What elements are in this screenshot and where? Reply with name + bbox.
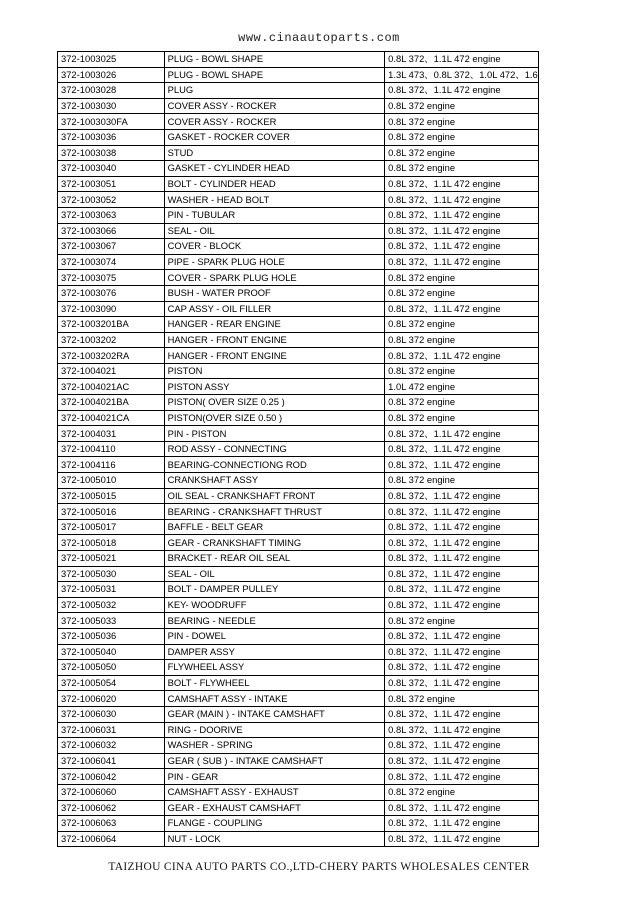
application-cell: 0.8L 372、1.1L 472 engine <box>385 301 539 317</box>
part-number-cell: 372-1004031 <box>58 426 165 442</box>
application-cell: 0.8L 372 engine <box>385 270 539 286</box>
table-row <box>58 535 539 551</box>
table-row <box>58 270 539 286</box>
description-cell: PIN - PISTON <box>164 426 385 442</box>
table-row <box>58 207 539 223</box>
part-number-cell: 372-1006030 <box>58 706 165 722</box>
table-row <box>58 395 539 411</box>
application-cell: 0.8L 372 engine <box>385 363 539 379</box>
part-number-cell: 372-1003074 <box>58 254 165 270</box>
part-number-cell: 372-1003052 <box>58 192 165 208</box>
application-cell: 0.8L 372 engine <box>385 473 539 489</box>
table-row <box>58 675 539 691</box>
application-cell: 0.8L 372、1.1L 472 engine <box>385 769 539 785</box>
application-cell: 0.8L 372、1.1L 472 engine <box>385 644 539 660</box>
description-cell: NUT - LOCK <box>164 831 385 847</box>
description-cell: GASKET - ROCKER COVER <box>164 129 385 145</box>
description-cell: CAMSHAFT ASSY - EXHAUST <box>164 784 385 800</box>
description-cell: WASHER - HEAD BOLT <box>164 192 385 208</box>
part-number-cell: 372-1005031 <box>58 582 165 598</box>
table-row <box>58 410 539 426</box>
application-cell: 0.8L 372 engine <box>385 613 539 629</box>
description-cell: CRANKSHAFT ASSY <box>164 473 385 489</box>
part-number-cell: 372-1003040 <box>58 161 165 177</box>
description-cell: CAMSHAFT ASSY - INTAKE <box>164 691 385 707</box>
description-cell: DAMPER ASSY <box>164 644 385 660</box>
description-cell: PLUG <box>164 83 385 99</box>
part-number-cell: 372-1003038 <box>58 145 165 161</box>
description-cell: BEARING - NEEDLE <box>164 613 385 629</box>
description-cell: SEAL - OIL <box>164 566 385 582</box>
company-footer: TAIZHOU CINA AUTO PARTS CO.,LTD-CHERY PARTS WHOLESALES CENTER <box>108 861 530 873</box>
part-number-cell: 372-1003063 <box>58 207 165 223</box>
application-cell: 0.8L 372 engine <box>385 145 539 161</box>
parts-table <box>57 51 539 847</box>
description-cell: PIN - GEAR <box>164 769 385 785</box>
application-cell: 0.8L 372 engine <box>385 114 539 130</box>
application-cell: 0.8L 372、1.1L 472 engine <box>385 83 539 99</box>
part-number-cell: 372-1004021 <box>58 363 165 379</box>
description-cell: BUSH - WATER PROOF <box>164 285 385 301</box>
table-row <box>58 301 539 317</box>
part-number-cell: 372-1003036 <box>58 129 165 145</box>
table-row <box>58 332 539 348</box>
description-cell: BOLT - FLYWHEEL <box>164 675 385 691</box>
part-number-cell: 372-1006063 <box>58 816 165 832</box>
application-cell: 0.8L 372、1.1L 472 engine <box>385 426 539 442</box>
application-cell: 0.8L 372、1.1L 472 engine <box>385 488 539 504</box>
parts-table-body <box>58 52 539 847</box>
part-number-cell: 372-1004021AC <box>58 379 165 395</box>
part-number-cell: 372-1003030 <box>58 98 165 114</box>
table-row <box>58 161 539 177</box>
application-cell: 0.8L 372、1.1L 472 engine <box>385 535 539 551</box>
part-number-cell: 372-1004021CA <box>58 410 165 426</box>
description-cell: SEAL - OIL <box>164 223 385 239</box>
table-row <box>58 722 539 738</box>
table-row <box>58 379 539 395</box>
part-number-cell: 372-1004116 <box>58 457 165 473</box>
application-cell: 0.8L 372 engine <box>385 784 539 800</box>
table-row <box>58 784 539 800</box>
table-row <box>58 738 539 754</box>
application-cell: 0.8L 372、1.1L 472 engine <box>385 706 539 722</box>
application-cell: 0.8L 372 engine <box>385 317 539 333</box>
description-cell: COVER ASSY - ROCKER <box>164 98 385 114</box>
description-cell: BEARING-CONNECTIONG ROD <box>164 457 385 473</box>
application-cell: 0.8L 372、1.1L 472 engine <box>385 254 539 270</box>
application-cell: 0.8L 372、1.1L 472 engine <box>385 192 539 208</box>
table-row <box>58 628 539 644</box>
description-cell: KEY- WOODRUFF <box>164 597 385 613</box>
application-cell: 0.8L 372、1.1L 472 engine <box>385 348 539 364</box>
table-row <box>58 691 539 707</box>
application-cell: 0.8L 372 engine <box>385 395 539 411</box>
table-row <box>58 769 539 785</box>
table-row <box>58 582 539 598</box>
application-cell: 0.8L 372 engine <box>385 410 539 426</box>
application-cell: 0.8L 372 engine <box>385 129 539 145</box>
description-cell: BEARING - CRANKSHAFT THRUST <box>164 504 385 520</box>
table-row <box>58 114 539 130</box>
table-row <box>58 597 539 613</box>
table-row <box>58 145 539 161</box>
application-cell: 0.8L 372、1.1L 472 engine <box>385 597 539 613</box>
table-row <box>58 192 539 208</box>
table-row <box>58 98 539 114</box>
part-number-cell: 372-1005017 <box>58 519 165 535</box>
part-number-cell: 372-1005050 <box>58 660 165 676</box>
description-cell: WASHER - SPRING <box>164 738 385 754</box>
application-cell: 0.8L 372、1.1L 472 engine <box>385 582 539 598</box>
description-cell: PISTON( OVER SIZE 0.25 ) <box>164 395 385 411</box>
application-cell: 0.8L 372、1.1L 472 engine <box>385 738 539 754</box>
application-cell: 0.8L 372 engine <box>385 285 539 301</box>
description-cell: RING - DOORIVE <box>164 722 385 738</box>
part-number-cell: 372-1005036 <box>58 628 165 644</box>
table-row <box>58 488 539 504</box>
part-number-cell: 372-1006064 <box>58 831 165 847</box>
part-number-cell: 372-1003067 <box>58 239 165 255</box>
part-number-cell: 372-1003090 <box>58 301 165 317</box>
application-cell: 0.8L 372、1.1L 472 engine <box>385 457 539 473</box>
part-number-cell: 372-1005010 <box>58 473 165 489</box>
description-cell: FLANGE - COUPLING <box>164 816 385 832</box>
application-cell: 0.8L 372 engine <box>385 332 539 348</box>
application-cell: 0.8L 372、1.1L 472 engine <box>385 551 539 567</box>
part-number-cell: 372-1006041 <box>58 753 165 769</box>
application-cell: 0.8L 372、1.1L 472 engine <box>385 722 539 738</box>
table-row <box>58 254 539 270</box>
table-row <box>58 363 539 379</box>
application-cell: 0.8L 372 engine <box>385 98 539 114</box>
description-cell: STUD <box>164 145 385 161</box>
table-row <box>58 551 539 567</box>
table-row <box>58 519 539 535</box>
application-cell: 0.8L 372、1.1L 472 engine <box>385 519 539 535</box>
description-cell: PIN - DOWEL <box>164 628 385 644</box>
part-number-cell: 372-1003202 <box>58 332 165 348</box>
description-cell: GEAR - CRANKSHAFT TIMING <box>164 535 385 551</box>
description-cell: OIL SEAL - CRANKSHAFT FRONT <box>164 488 385 504</box>
table-row <box>58 457 539 473</box>
description-cell: GEAR (MAIN ) - INTAKE CAMSHAFT <box>164 706 385 722</box>
part-number-cell: 372-1003066 <box>58 223 165 239</box>
part-number-cell: 372-1005054 <box>58 675 165 691</box>
description-cell: FLYWHEEL ASSY <box>164 660 385 676</box>
table-row <box>58 441 539 457</box>
application-cell: 0.8L 372、1.1L 472 engine <box>385 753 539 769</box>
description-cell: HANGER - REAR ENGINE <box>164 317 385 333</box>
description-cell: PISTON ASSY <box>164 379 385 395</box>
application-cell: 0.8L 372、1.1L 472 engine <box>385 52 539 68</box>
table-row <box>58 285 539 301</box>
table-row <box>58 644 539 660</box>
description-cell: COVER - BLOCK <box>164 239 385 255</box>
description-cell: GEAR - EXHAUST CAMSHAFT <box>164 800 385 816</box>
table-row <box>58 816 539 832</box>
description-cell: BRACKET - REAR OIL SEAL <box>164 551 385 567</box>
table-row <box>58 706 539 722</box>
site-url-header: www.cinaautoparts.com <box>238 31 400 45</box>
part-number-cell: 372-1003030FA <box>58 114 165 130</box>
application-cell: 0.8L 372、1.1L 472 engine <box>385 628 539 644</box>
table-row <box>58 67 539 83</box>
table-row <box>58 613 539 629</box>
part-number-cell: 372-1005016 <box>58 504 165 520</box>
part-number-cell: 372-1003028 <box>58 83 165 99</box>
part-number-cell: 372-1005032 <box>58 597 165 613</box>
part-number-cell: 372-1005021 <box>58 551 165 567</box>
application-cell: 0.8L 372、1.1L 472 engine <box>385 504 539 520</box>
part-number-cell: 372-1006032 <box>58 738 165 754</box>
description-cell: BOLT - CYLINDER HEAD <box>164 176 385 192</box>
part-number-cell: 372-1003202RA <box>58 348 165 364</box>
table-row <box>58 348 539 364</box>
description-cell: PLUG - BOWL SHAPE <box>164 52 385 68</box>
description-cell: PIN - TUBULAR <box>164 207 385 223</box>
part-number-cell: 372-1003201BA <box>58 317 165 333</box>
description-cell: PISTON(OVER SIZE 0.50 ) <box>164 410 385 426</box>
application-cell: 0.8L 372、1.1L 472 engine <box>385 176 539 192</box>
application-cell: 0.8L 372、1.1L 472 engine <box>385 566 539 582</box>
part-number-cell: 372-1005030 <box>58 566 165 582</box>
application-cell: 0.8L 372、1.1L 472 engine <box>385 675 539 691</box>
description-cell: HANGER - FRONT ENGINE <box>164 348 385 364</box>
description-cell: GASKET - CYLINDER HEAD <box>164 161 385 177</box>
application-cell: 0.8L 372 engine <box>385 691 539 707</box>
application-cell: 1.3L 473、0.8L 372、1.0L 472、1.6 <box>385 67 539 83</box>
table-row <box>58 504 539 520</box>
part-number-cell: 372-1003025 <box>58 52 165 68</box>
part-number-cell: 372-1006042 <box>58 769 165 785</box>
description-cell: BAFFLE - BELT GEAR <box>164 519 385 535</box>
description-cell: COVER - SPARK PLUG HOLE <box>164 270 385 286</box>
application-cell: 0.8L 372、1.1L 472 engine <box>385 660 539 676</box>
part-number-cell: 372-1003076 <box>58 285 165 301</box>
table-row <box>58 239 539 255</box>
table-row <box>58 52 539 68</box>
application-cell: 0.8L 372、1.1L 472 engine <box>385 816 539 832</box>
part-number-cell: 372-1003075 <box>58 270 165 286</box>
table-row <box>58 223 539 239</box>
part-number-cell: 372-1003026 <box>58 67 165 83</box>
part-number-cell: 372-1003051 <box>58 176 165 192</box>
description-cell: PLUG - BOWL SHAPE <box>164 67 385 83</box>
part-number-cell: 372-1005033 <box>58 613 165 629</box>
table-row <box>58 317 539 333</box>
table-row <box>58 176 539 192</box>
application-cell: 0.8L 372、1.1L 472 engine <box>385 239 539 255</box>
description-cell: PIPE - SPARK PLUG HOLE <box>164 254 385 270</box>
table-row <box>58 831 539 847</box>
description-cell: CAP ASSY - OIL FILLER <box>164 301 385 317</box>
application-cell: 0.8L 372、1.1L 472 engine <box>385 831 539 847</box>
part-number-cell: 372-1006020 <box>58 691 165 707</box>
application-cell: 0.8L 372、1.1L 472 engine <box>385 441 539 457</box>
application-cell: 0.8L 372 engine <box>385 161 539 177</box>
part-number-cell: 372-1004021BA <box>58 395 165 411</box>
description-cell: HANGER - FRONT ENGINE <box>164 332 385 348</box>
table-row <box>58 566 539 582</box>
application-cell: 0.8L 372、1.1L 472 engine <box>385 223 539 239</box>
table-row <box>58 426 539 442</box>
description-cell: PISTON <box>164 363 385 379</box>
table-row <box>58 83 539 99</box>
application-cell: 0.8L 372、1.1L 472 engine <box>385 800 539 816</box>
description-cell: BOLT - DAMPER PULLEY <box>164 582 385 598</box>
table-row <box>58 129 539 145</box>
part-number-cell: 372-1005018 <box>58 535 165 551</box>
table-row <box>58 800 539 816</box>
part-number-cell: 372-1005015 <box>58 488 165 504</box>
description-cell: ROD ASSY - CONNECTING <box>164 441 385 457</box>
part-number-cell: 372-1006062 <box>58 800 165 816</box>
application-cell: 0.8L 372、1.1L 472 engine <box>385 207 539 223</box>
table-row <box>58 753 539 769</box>
part-number-cell: 372-1006060 <box>58 784 165 800</box>
table-row <box>58 473 539 489</box>
part-number-cell: 372-1006031 <box>58 722 165 738</box>
part-number-cell: 372-1005040 <box>58 644 165 660</box>
description-cell: GEAR ( SUB ) - INTAKE CAMSHAFT <box>164 753 385 769</box>
application-cell: 1.0L 472 engine <box>385 379 539 395</box>
table-row <box>58 660 539 676</box>
description-cell: COVER ASSY - ROCKER <box>164 114 385 130</box>
part-number-cell: 372-1004110 <box>58 441 165 457</box>
